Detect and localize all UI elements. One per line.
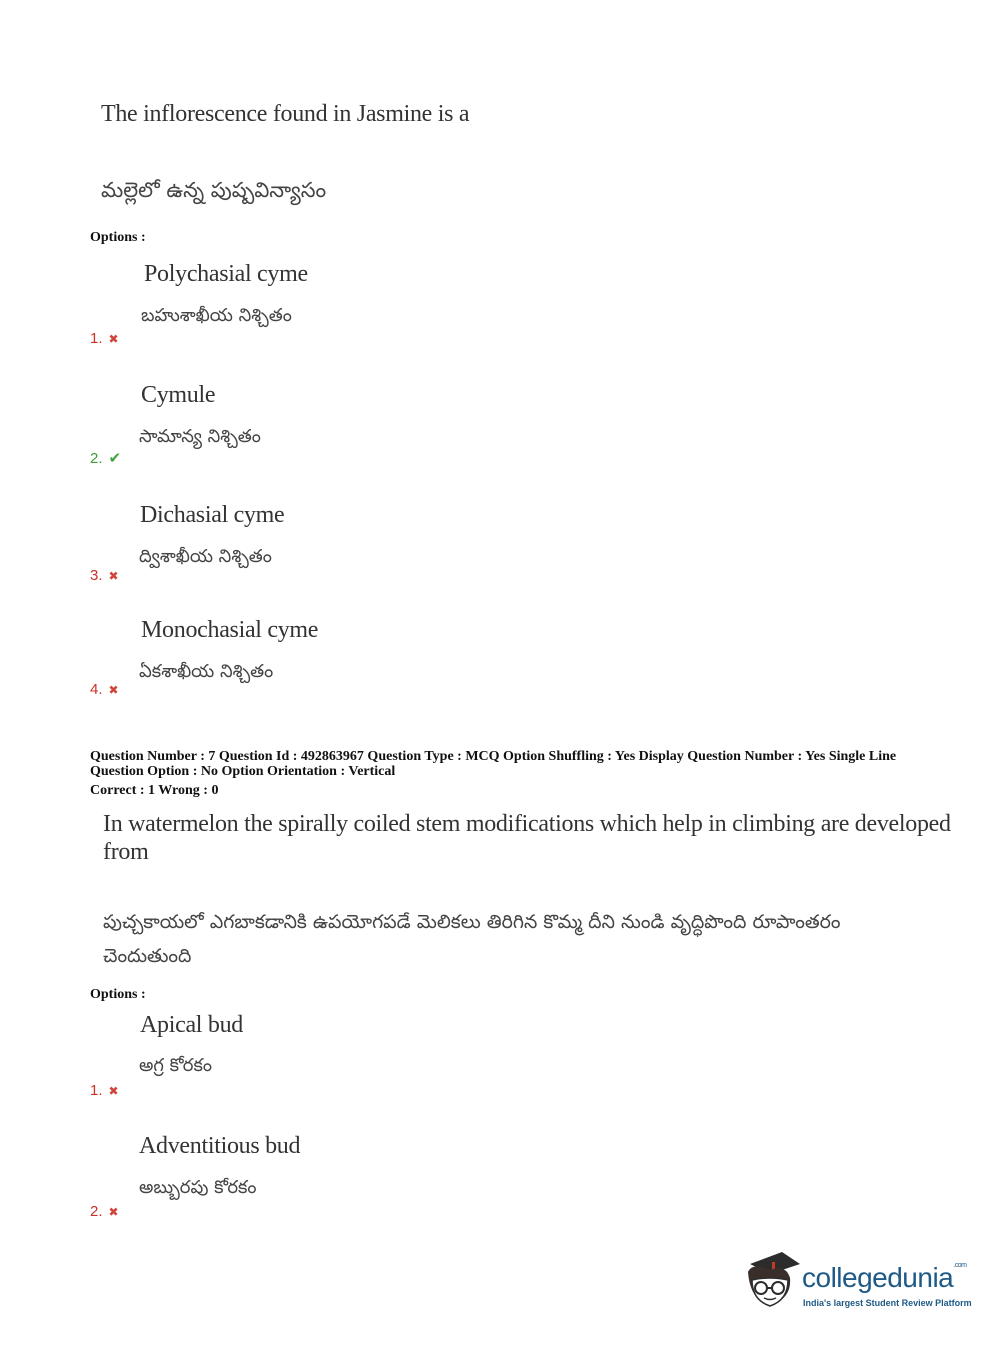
question-marks: Correct : 1 Wrong : 0 xyxy=(90,783,219,798)
option-4-number: 4. xyxy=(90,681,103,698)
question-text-te: మల్లెలో ఉన్న పుష్పవిన్యాసం xyxy=(101,178,327,202)
graduate-mascot-icon xyxy=(742,1250,800,1312)
option-3-text-en: Dichasial cyme xyxy=(140,502,285,528)
wrong-cross-icon: ✖ xyxy=(108,683,119,697)
option-4-text-te: ఏకశాఖీయ నిశ్చితం xyxy=(139,661,274,682)
wrong-cross-icon: ✖ xyxy=(108,569,119,583)
option-1-text-te: బహుశాఖీయ నిశ్చితం xyxy=(141,305,292,326)
question-7-text-en-line2: from xyxy=(103,839,149,865)
question-meta: Question Number : 7 Question Id : 492863967 Question Type : MCQ Option Shuffling : Yes Display Question Number : Yes Single Line Question Option : No Option Orientation : Vertical xyxy=(90,749,897,779)
q7-option-1-number: 1. xyxy=(90,1082,103,1099)
logo-suffix: .com xyxy=(953,1262,967,1269)
q7-option-1-text-te: అగ్ర కోరకం xyxy=(139,1055,213,1076)
question-7-text-en-line1: In watermelon the spirally coiled stem modifications which help in climbing are developed xyxy=(103,811,951,837)
question-7-text-te-line2: చెందుతుంది xyxy=(103,945,192,967)
wrong-cross-icon: ✖ xyxy=(108,332,119,346)
option-4-text-en: Monochasial cyme xyxy=(141,617,319,643)
q7-option-1-text-en: Apical bud xyxy=(140,1012,243,1038)
option-2-text-te: సామాన్య నిశ్చితం xyxy=(139,426,261,447)
option-1-number: 1. xyxy=(90,330,103,347)
option-3-text-te: ద్విశాఖీయ నిశ్చితం xyxy=(139,546,272,567)
q7-option-2-number-row xyxy=(90,1203,119,1220)
q7-option-1-number-row xyxy=(90,1082,119,1099)
q7-option-2-number: 2. xyxy=(90,1203,103,1220)
logo-name: collegedunia xyxy=(802,1262,954,1293)
option-2-number-row xyxy=(90,449,121,467)
wrong-cross-icon: ✖ xyxy=(108,1205,119,1219)
logo-tagline: India's largest Student Review Platform xyxy=(803,1298,972,1308)
option-2-text-en: Cymule xyxy=(141,382,216,408)
option-2-number: 2. xyxy=(90,450,103,467)
correct-check-icon: ✔ xyxy=(108,449,122,467)
collegedunia-logo xyxy=(742,1250,977,1320)
option-4-number-row xyxy=(90,681,119,698)
options-label: Options : xyxy=(90,987,146,1002)
option-1-text-en: Polychasial cyme xyxy=(144,261,308,287)
q7-option-2-text-te: అబ్బురపు కోరకం xyxy=(139,1177,257,1198)
options-label: Options : xyxy=(90,230,146,245)
option-3-number-row xyxy=(90,567,119,584)
question-7-text-te-line1: పుచ్చకాయలో ఎగబాకడానికి ఉపయోగపడే మెలికలు తిరిగిన కొమ్మ దీని నుండి వృద్ధిపొంది రూపాంతరం xyxy=(103,911,841,933)
question-text-en: The inflorescence found in Jasmine is a xyxy=(101,101,470,127)
option-1-number-row xyxy=(90,330,119,347)
wrong-cross-icon: ✖ xyxy=(108,1084,119,1098)
q7-option-2-text-en: Adventitious bud xyxy=(139,1133,301,1159)
option-3-number: 3. xyxy=(90,567,103,584)
